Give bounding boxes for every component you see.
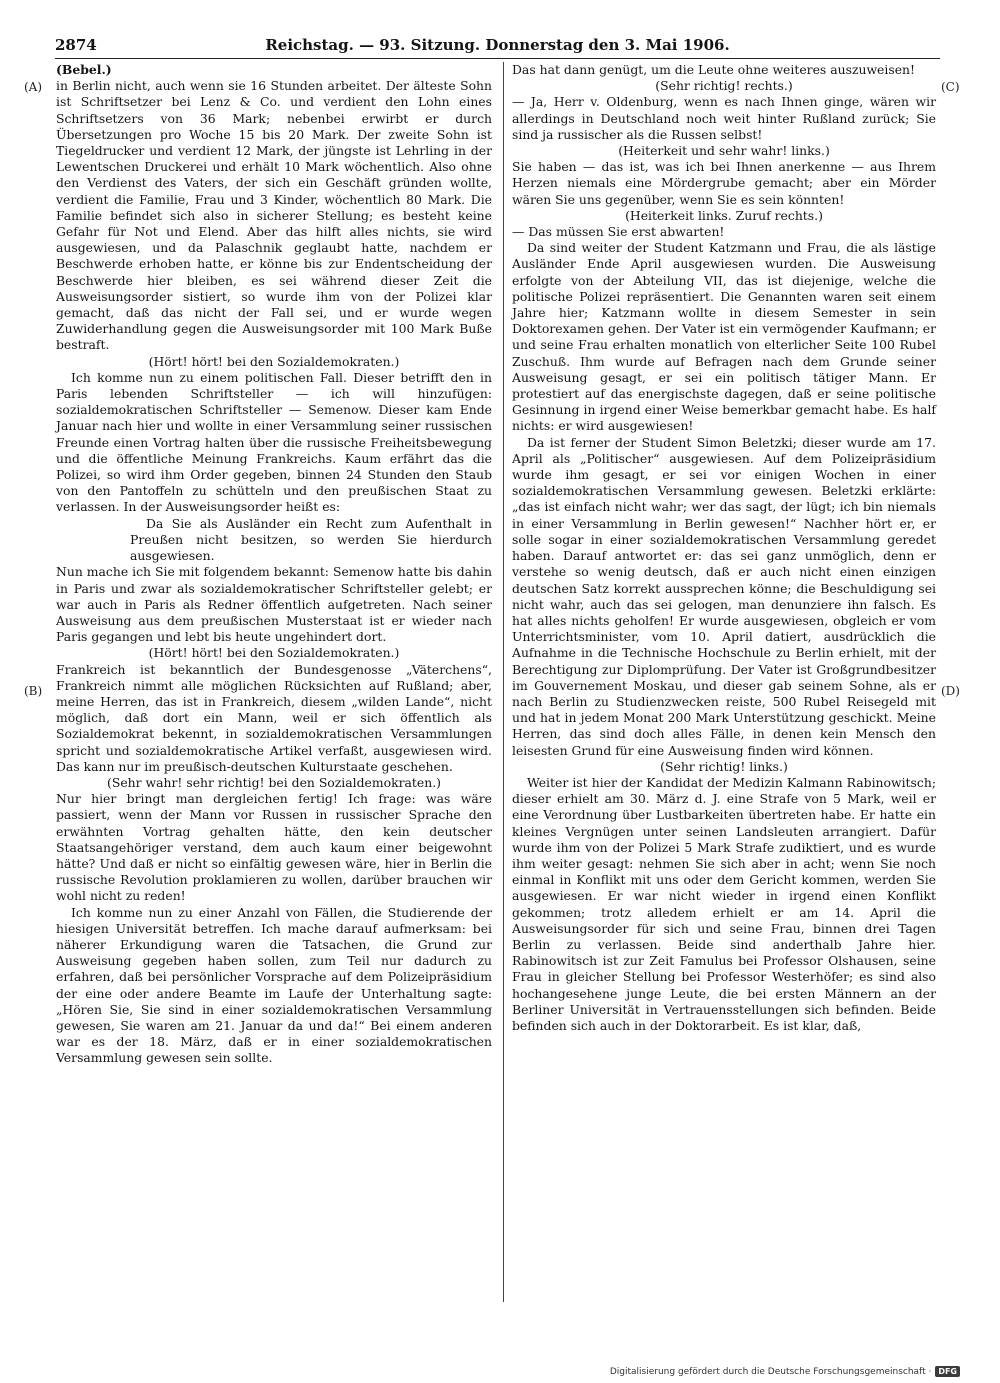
speaker-name: (Bebel.) [56,62,112,77]
interjection: (Sehr richtig! links.) [660,758,788,774]
left-column [56,62,492,1067]
margin-marker-d: (D) [941,684,960,698]
paragraph: Weiter ist hier der Kandidat der Medizin Kalmann Rabinowitsch; dieser erhielt am 30. März d. J. eine Strafe von 5 Mark, weil er eine Verordnung über Lustbarkeiten übertreten habe. Er hatte ein kleines Vergnügen unter seinen Landsleuten arrangiert. Dafür wurde ihm von der Polizei 5 Mark Strafe zudiktiert, und es wurde ihm weiter gesagt: nehmen Sie sich aber in acht; wenn Sie noch einmal in Konflikt mit uns oder dem Gericht kommen, werden Sie ausgewiesen. Er war nicht wieder in irgend einen Konflikt gekommen; trotz alledem erhielt er am 14. April die Ausweisungsorder für sich und seine Frau, binnen drei Tagen Berlin zu verlassen. Beide sind anderthalb Jahre hier. Rabinowitsch ist zur Zeit Famulus bei Professor Olshausen, seine Frau in gleicher Stellung bei Professor Westerhöfer; es sind also hochangesehene junge Leute, die bei ersten Männern an der Berliner Universität in Vertrauensstellungen sich befinden. Beide befinden sich auch in der Doktorarbeit. Es ist klar, daß, [512,774,936,1033]
paragraph: — Ja, Herr v. Oldenburg, wenn es nach Ihnen ginge, wären wir allerdings in Deutschland noch weit hinter Rußland zurück; Sie sind ja russischer als die Russen selbst! [512,94,936,142]
paragraph: Ich komme nun zu einem politischen Fall. Dieser betrifft den in Paris lebenden Schriftsteller — ich will hinzufügen: sozialdemokratischen Schriftsteller — Semenow. Dieser kam Ende Januar nach hier und wollte in einer Versammlung seiner russischen Freunde einen Vortrag halten über die russische Freiheitsbewegung und die öffentliche Meinung Frankreichs. Kaum erfährt das die Polizei, so wird ihm Order gegeben, binnen 24 Stunden den Staub von den Pantoffeln zu schütteln und den preußischen Staat zu verlassen. In der Ausweisungsorder heißt es: [56,369,492,515]
paragraph: Ich komme nun zu einer Anzahl von Fällen, die Studierende der hiesigen Universität betreffen. Ich mache darauf aufmerksam: bei näherer Erkundigung waren die Tatsachen, die Grund zur Ausweisung gegeben haben sollen, zum Teil nur dadurch zu erfahren, daß bei persönlicher Vorsprache auf dem Polizeipräsidium der eine oder andere Beamte im Laufe der Unterhaltung sagte: „Hören Sie, Sie sind in einer sozialdemokratischen Versammlung gewesen, Sie waren am 21. Januar da und da!“ Bei einem anderen war es der 18. März, daß er in einer sozialdemokratischen Versammlung gewesen sein sollte. [56,904,492,1066]
footer-text: Digitalisierung gefördert durch die Deutsche Forschungsgemeinschaft · [609,1366,932,1377]
column-divider [503,62,504,1302]
header-rule [55,58,940,59]
interjection: (Heiterkeit links. Zuruf rechts.) [625,207,823,223]
interjection: (Sehr richtig! rechts.) [655,78,793,94]
paragraph: Nur hier bringt man dergleichen fertig! Ich frage: was wäre passiert, wenn der Mann vor Russen in russischer Sprache den erwähnten Vortrag gehalten hätte, den kein deutscher Staatsangehöriger verstand, dem auch kaum einer beigewohnt hätte? Und daß er nicht so einfältig gewesen wäre, hier in Berlin die russische Revolution proklamieren zu wollen, darüber brauchen wir wohl nicht zu reden! [56,791,492,904]
running-title: Reichstag. — 93. Sitzung. Donnerstag den 3. Mai 1906. [265,36,730,54]
paragraph: Sie haben — das ist, was ich bei Ihnen anerkenne — aus Ihrem Herzen niemals eine Mördergrube gemacht; aber ein Mörder wären Sie uns gegenüber, wenn Sie es sein könnten! [512,159,936,207]
paragraph: in Berlin nicht, auch wenn sie 16 Stunden arbeitet. Der älteste Sohn ist Schriftsetzer bei Lenz & Co. und verdient den Lohn eines Schriftsetzers von 36 Mark; nebenbei erwirbt er durch Übersetzungen pro Woche 15 bis 20 Mark. Der zweite Sohn ist Tiegeldrucker und verdient 12 Mark, der jüngste ist Lehrling in der Lewentschen Druckerei und erhält 10 Mark wöchentlich. Also ohne den Verdienst des Vaters, der sich ein Geschäft gründen wollte, verdient die Familie, Frau und 3 Kinder, wöchentlich 80 Mark. Die Familie befindet sich also in sicherer Stellung; es besteht keine Gefahr für Not und Elend. Aber das hilft alles nichts, sie wird ausgewiesen, und da Palaschnik geglaubt hatte, nachdem er Beschwerde erhoben hatte, er könne bis zur Endentscheidung der Beschwerde hier bleiben, es sei während dieser Zeit die Ausweisungsorder sistiert, so wurde ihm von der Polizei klar gemacht, daß das nicht der Fall sei, und er wurde wegen Zuwiderhandlung gegen die Ausweisungsorder mit 100 Mark Buße bestraft. [56,78,492,353]
margin-marker-a: (A) [24,80,43,94]
paragraph: — Das müssen Sie erst abwarten! [512,224,725,240]
interjection: (Heiterkeit und sehr wahr! links.) [618,143,830,159]
page-header [55,36,940,58]
paragraph: Das hat dann genügt, um die Leute ohne weiteres auszuweisen! [512,62,916,77]
footer-credit [610,1366,960,1377]
paragraph: Nun mache ich Sie mit folgendem bekannt: Semenow hatte bis dahin in Paris und zwar als sozialdemokratischer Schriftsteller gelebt; er war auch in Paris als Redner öffentlich aufgetreten. Nach seiner Ausweisung aus dem preußischen Musterstaat ist er wieder nach Paris gegangen und lebt bis heute ungehindert dort. [56,564,492,645]
block-quote: Da Sie als Ausländer ein Recht zum Aufenthalt in Preußen nicht besitzen, so werden Sie hierdurch ausgewiesen. [130,515,492,564]
interjection: (Sehr wahr! sehr richtig! bei den Sozialdemokraten.) [107,774,441,790]
page-number: 2874 [55,36,97,54]
margin-marker-b: (B) [24,684,43,698]
paragraph: Da ist ferner der Student Simon Beletzki; dieser wurde am 17. April als „Politischer“ ausgewiesen. Auf dem Polizeipräsidium wurde ihm gesagt, er sei vor einigen Wochen in einer sozialdemokratischen Versammlung gewesen. Beletzki erklärte: „das ist einfach nicht wahr; wer das sagt, der lügt; ich bin niemals in einer Versammlung in Berlin gewesen!“ Nachher hört er, er solle sogar in einer sozialdemokratischen Versammlung geredet haben. Darauf antwortet er: das sei ganz unmöglich, denn er verstehe so wenig deutsch, daß er auch nicht einen einzigen deutschen Satz korrekt aussprechen könne; die Beschuldigung sei nicht wahr, auch das sei gelogen, man denunziere ihn falsch. Es hat alles nichts geholfen! Er wurde ausgewiesen, obgleich er vom Unterrichtsminister, vom 10. April datiert, ausdrücklich die Aufnahme in die Technische Hochschule zu Berlin erhielt, mit der Berechtigung zur Diplomprüfung. Der Vater ist Großgrundbesitzer im Gouvernement Moskau, und dieser gab seinem Sohne, als er nach Berlin zu Studienzwecken reiste, 500 Rubel Reisegeld mit und hat in jedem Monat 200 Mark Unterstützung geschickt. Meine Herren, das sind doch alles Fälle, in denen kein Mensch den leisesten Grund für eine Ausweisung finden wird können. [512,434,936,758]
interjection: (Hört! hört! bei den Sozialdemokraten.) [148,645,400,661]
margin-marker-c: (C) [941,80,960,94]
dfg-logo-icon: DFG [935,1366,960,1377]
paragraph: Frankreich ist bekanntlich der Bundesgenosse „Väterchens“, Frankreich nimmt alle möglichen Rücksichten auf Rußland; aber, meine Herren, das ist in Frankreich, diesem „wilden Lande“, nicht möglich, daß dort ein Mann, weil er sich öffentlich als Sozialdemokrat bekennt, in sozialdemokratischen Versammlungen spricht und sozialdemokratische Artikel verfaßt, ausgewiesen wird. Das kann nur im preußisch-deutschen Kulturstaate geschehen. [56,661,492,774]
right-column [512,62,936,1034]
interjection: (Hört! hört! bei den Sozialdemokraten.) [148,353,400,369]
paragraph: Da sind weiter der Student Katzmann und Frau, die als lästige Ausländer Ende April ausgewiesen wurden. Die Ausweisung erfolgte von der Abteilung VII, das ist diejenige, welche die politische Polizei repräsentiert. Die Genannten waren seit einem Jahre hier; Katzmann wollte in diesem Semester in sein Doktorexamen gehen. Der Vater ist ein vermögender Kaufmann; er und seine Frau erhalten monatlich von elterlicher Seite 100 Rubel Zuschuß. Ihm wurde auf Befragen nach dem Grunde seiner Ausweisung gesagt, er sei ein politisch tätiger Mann. Er protestiert auf das energischste dagegen, daß er seine politische Gesinnung in irgend einer Weise bemerkbar gemacht habe. Es half nichts: er wird ausgewiesen! [512,240,936,434]
